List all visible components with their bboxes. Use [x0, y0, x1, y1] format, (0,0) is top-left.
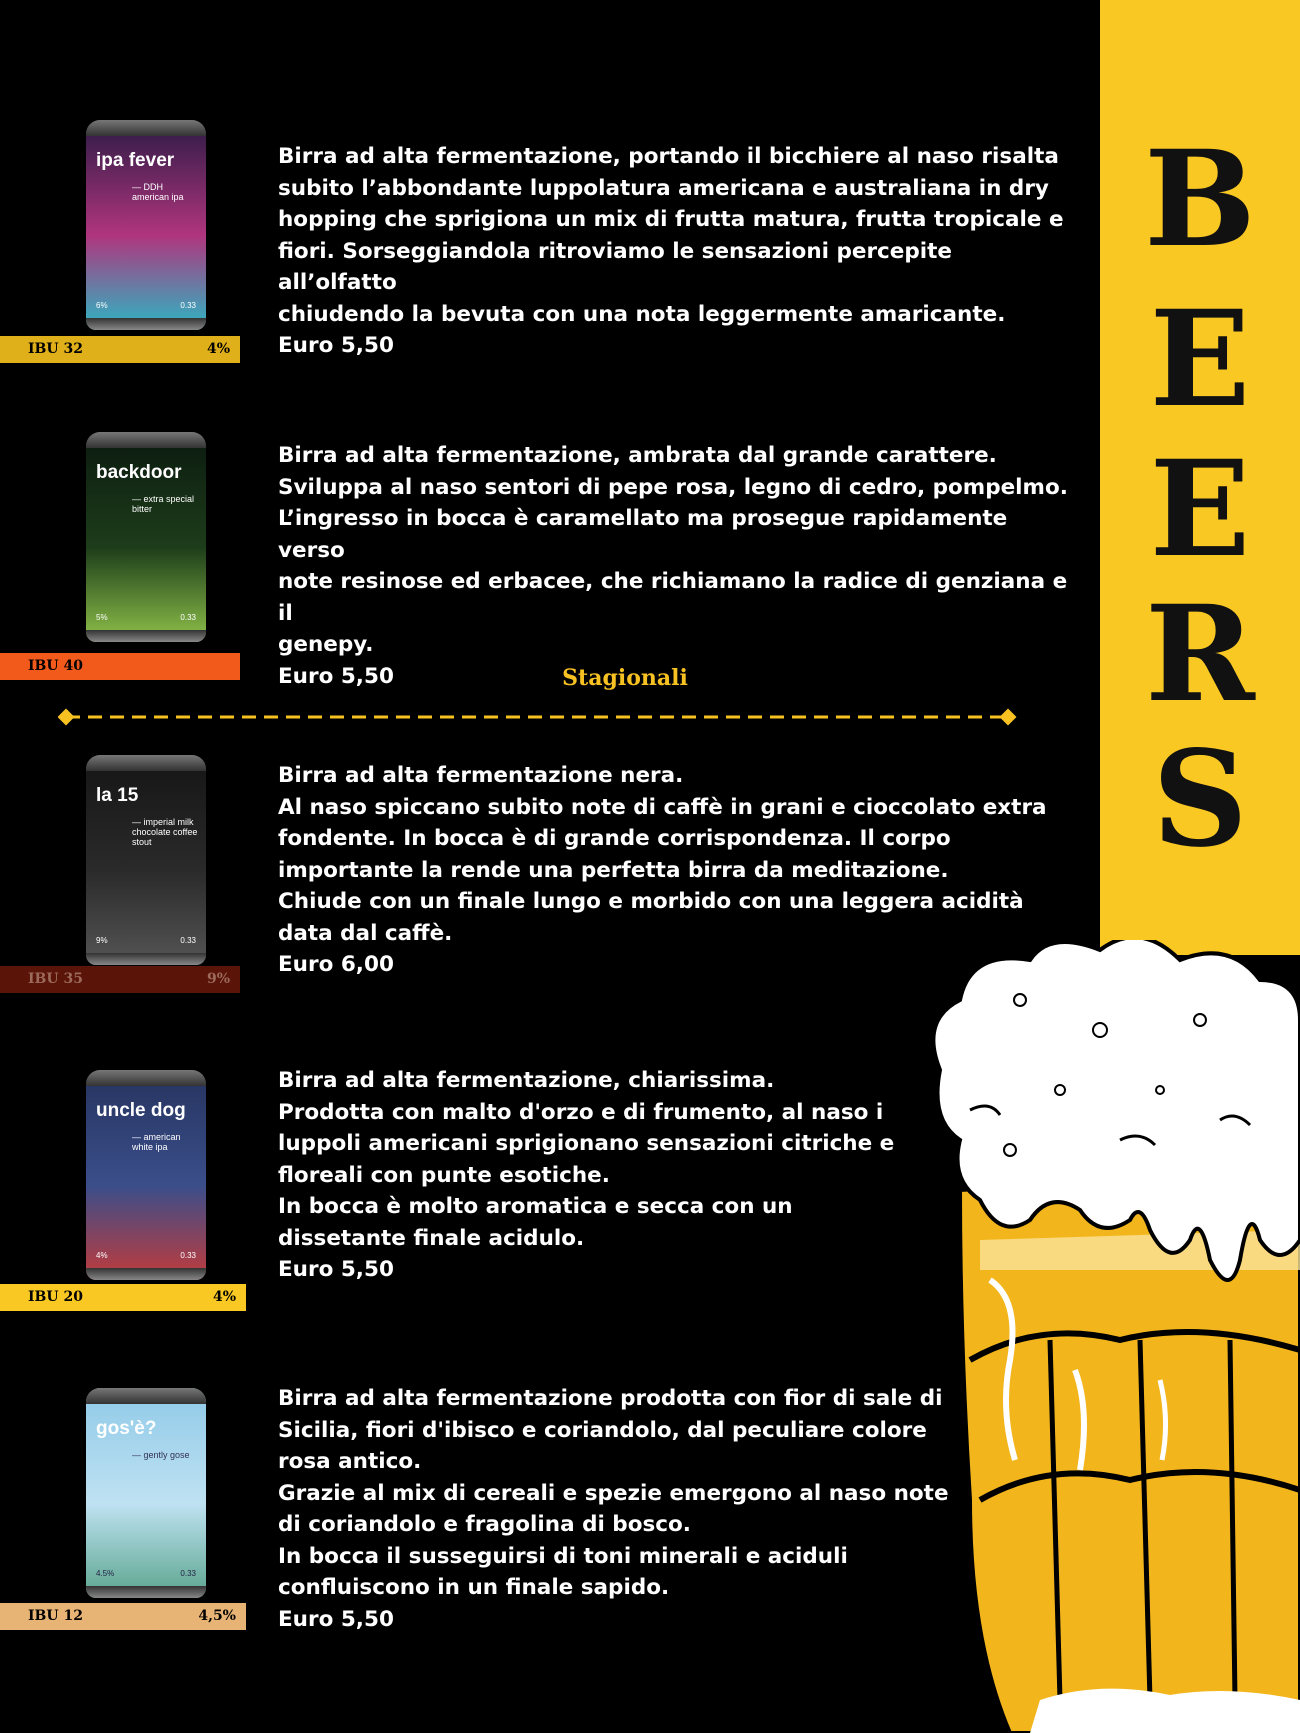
- can-abv: 6%: [96, 301, 108, 310]
- banner-letter: S: [1152, 722, 1248, 877]
- banner-letter: E: [1149, 282, 1251, 437]
- ibu-value: IBU 35: [28, 971, 83, 987]
- can-abv: 4%: [96, 1251, 108, 1260]
- beer-description: [278, 440, 1078, 692]
- description-line: Birra ad alta fermentazione prodotta con fior di sale di: [278, 1386, 943, 1411]
- description-line: Prodotta con malto d'orzo e di frumento, al naso i: [278, 1099, 884, 1125]
- beer-can-image: [86, 1070, 206, 1280]
- description-line: note resinose ed erbacee, che richiamano la radice di genziana e il: [278, 569, 1068, 626]
- beer-price: Euro 5,50: [278, 333, 394, 358]
- can-volume: 0.33: [180, 613, 196, 622]
- section-divider: [58, 707, 1018, 727]
- ibu-tag: [0, 1603, 246, 1630]
- can-volume: 0.33: [180, 1569, 196, 1578]
- description-line: In bocca il susseguirsi di toni minerali e aciduli: [278, 1543, 848, 1569]
- beer-description: [278, 760, 1078, 981]
- beer-description: [278, 141, 1078, 362]
- description-line: L’ingresso in bocca è caramellato ma prosegue rapidamente verso: [278, 506, 1008, 563]
- description-line: subito l’abbondante luppolatura americana e australiana in dry: [278, 175, 1049, 201]
- can-subtitle: — DDH american ipa: [132, 182, 184, 202]
- description-line: dissetante finale acidulo.: [278, 1225, 585, 1251]
- can-volume: 0.33: [180, 936, 196, 945]
- abv-value: 4%: [206, 341, 230, 357]
- description-line: Birra ad alta fermentazione, portando il bicchiere al naso risalta: [278, 144, 1059, 169]
- beer-price: Euro 5,50: [278, 1606, 394, 1632]
- description-line: rosa antico.: [278, 1449, 422, 1474]
- beers-banner: [1100, 0, 1300, 955]
- ibu-value: IBU 20: [28, 1289, 83, 1305]
- can-subtitle: — imperial milk chocolate coffee stout: [132, 817, 198, 847]
- abv-value: 4,5%: [198, 1608, 236, 1624]
- beer-price: Euro 6,00: [278, 952, 394, 977]
- beer-description: [278, 1065, 1078, 1286]
- beer-can-image: [86, 432, 206, 642]
- banner-letter: B: [1144, 122, 1256, 277]
- abv-value: 4%: [212, 1289, 236, 1305]
- seasonal-label: Stagionali: [562, 665, 688, 691]
- beer-can-image: [86, 755, 206, 965]
- description-line: Birra ad alta fermentazione, ambrata dal grande carattere.: [278, 443, 997, 468]
- can-subtitle: — gently gose: [132, 1450, 190, 1460]
- ibu-tag: [0, 966, 240, 993]
- can-abv: 4.5%: [96, 1569, 115, 1578]
- banner-letter: E: [1149, 432, 1251, 587]
- description-line: fiori. Sorseggiandola ritroviamo le sensazioni percepite all’olfatto: [278, 238, 952, 295]
- description-line: data dal caffè.: [278, 920, 453, 946]
- description-line: hopping che sprigiona un mix di frutta matura, frutta tropicale e: [278, 207, 1064, 232]
- beer-price: Euro 5,50: [278, 663, 394, 689]
- can-volume: 0.33: [180, 301, 196, 310]
- description-line: fondente. In bocca è di grande corrispondenza. Il corpo: [278, 826, 951, 851]
- description-line: floreali con punte esotiche.: [278, 1162, 610, 1188]
- ibu-value: IBU 12: [28, 1608, 83, 1624]
- abv-value: 9%: [206, 971, 230, 987]
- can-name: backdoor: [96, 462, 182, 483]
- beer-price: Euro 5,50: [278, 1257, 394, 1282]
- description-line: Sviluppa al naso sentori di pepe rosa, legno di cedro, pompelmo.: [278, 474, 1068, 500]
- beer-description: [278, 1383, 1078, 1635]
- ibu-tag: [0, 1284, 246, 1311]
- description-line: luppoli americani sprigionano sensazioni citriche e: [278, 1131, 895, 1156]
- description-line: di coriandolo e fragolina di bosco.: [278, 1512, 691, 1537]
- ibu-value: IBU 32: [28, 341, 83, 357]
- can-name: la 15: [96, 785, 139, 806]
- ibu-value: IBU 40: [28, 658, 83, 674]
- description-line: genepy.: [278, 632, 374, 657]
- can-abv: 9%: [96, 936, 108, 945]
- description-line: importante la rende una perfetta birra da meditazione.: [278, 857, 949, 883]
- description-line: Grazie al mix di cereali e spezie emergono al naso note: [278, 1480, 949, 1506]
- ibu-tag: [0, 336, 240, 363]
- description-line: Sicilia, fiori d'ibisco e coriandolo, dal peculiare colore: [278, 1417, 927, 1443]
- beer-can-image: [86, 120, 206, 330]
- can-name: gos'è?: [96, 1418, 157, 1439]
- description-line: Chiude con un finale lungo e morbido con una leggera acidità: [278, 889, 1024, 914]
- ibu-tag: [0, 653, 240, 680]
- can-subtitle: — extra special bitter: [132, 494, 195, 514]
- can-abv: 5%: [96, 613, 108, 622]
- description-line: chiudendo la bevuta con una nota leggermente amaricante.: [278, 301, 1006, 327]
- description-line: In bocca è molto aromatica e secca con un: [278, 1194, 793, 1219]
- banner-letter: R: [1145, 577, 1255, 732]
- description-line: Birra ad alta fermentazione nera.: [278, 763, 684, 788]
- beer-can-image: [86, 1388, 206, 1598]
- can-name: ipa fever: [96, 150, 175, 171]
- can-name: uncle dog: [96, 1100, 186, 1121]
- can-volume: 0.33: [180, 1251, 196, 1260]
- description-line: Birra ad alta fermentazione, chiarissima.: [278, 1068, 775, 1093]
- description-line: confluiscono in un finale sapido.: [278, 1575, 670, 1600]
- can-subtitle: — american white ipa: [132, 1132, 181, 1152]
- description-line: Al naso spiccano subito note di caffè in grani e cioccolato extra: [278, 794, 1047, 820]
